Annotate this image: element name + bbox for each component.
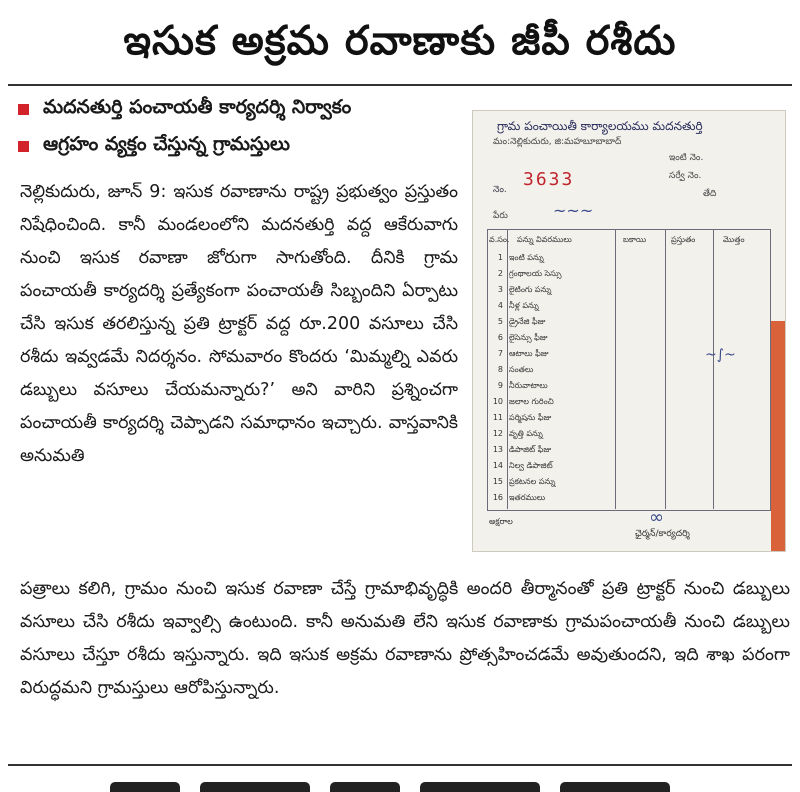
- table-column-line: [713, 229, 714, 509]
- row-number: 4: [497, 301, 503, 310]
- receipt-row: [489, 349, 589, 360]
- row-label: డిపాజిట్ ఫీజు: [509, 445, 552, 454]
- table-header: మొత్తం: [723, 235, 745, 244]
- row-label: ఆటాలు ఫీజు: [509, 349, 549, 358]
- table-column-line: [615, 229, 616, 509]
- row-number: 7: [497, 349, 503, 358]
- receipt-row: [489, 445, 589, 456]
- row-label: జలాల గురించి: [509, 397, 554, 406]
- signature-scribble: ~∫~: [705, 347, 736, 363]
- receipt-table: [487, 229, 772, 541]
- receipt-row: [489, 301, 589, 312]
- row-number: 9: [497, 381, 503, 390]
- subheadline-item: [18, 133, 468, 160]
- row-label: ఇంటి పన్ను: [509, 253, 544, 262]
- row-number: 2: [497, 269, 503, 278]
- receipt-photo: [472, 110, 786, 552]
- row-number: 8: [497, 365, 503, 374]
- next-headline-cropped: [110, 772, 690, 792]
- row-label: డ్రైనేజి ఫీజు: [509, 317, 546, 326]
- row-label: నిల్వ డిపాజిట్: [509, 461, 553, 470]
- row-number: 10: [492, 397, 503, 406]
- row-number: 3: [497, 285, 503, 294]
- row-label: ఇతరములు: [509, 493, 546, 502]
- subheadline-text: మదనతుర్తి పంచాయతీ కార్యదర్శి నిర్వాకం: [43, 96, 352, 118]
- row-number: 13: [492, 445, 503, 454]
- receipt-row: [489, 461, 589, 472]
- receipt-number-label: నెం.: [493, 185, 507, 195]
- receipt-row: [489, 253, 589, 264]
- row-label: సంతలు: [509, 365, 534, 374]
- table-header: ప్రస్తుతం: [671, 235, 696, 244]
- receipt-village: మం:నెల్లికుదురు, జి:మహబూబాబాద్: [493, 137, 622, 147]
- bottom-rule: [8, 764, 792, 766]
- bullet-square-icon: [18, 104, 29, 115]
- receipt-title: గ్రామ పంచాయితీ కార్యాలయము మదనతుర్తి: [497, 119, 703, 133]
- receipt-row: [489, 285, 589, 296]
- receipt-number: 3633: [523, 169, 575, 190]
- row-number: 1: [497, 253, 503, 262]
- receipt-sign-label: ఛైర్మన్/కార్యదర్శి: [635, 529, 690, 539]
- table-header: బకాయి: [623, 235, 647, 244]
- receipt-row: [489, 333, 589, 344]
- receipt-payer-label: పేరు: [493, 211, 508, 221]
- signature-stamp: ∞: [649, 507, 664, 528]
- row-label: ప్రకటనల పన్ను: [509, 477, 556, 486]
- article-body-bottom: పత్రాలు కలిగి, గ్రామం నుంచి ఇసుక రవాణా చేస్తే గ్రామాభివృద్ధికి అందరి తీర్మానంతో ప్రతి ట్రాక్టర్ నుంచి డబ్బులు వసూలు చేసి రశీదు ఇవ్వాల్సి ఉంటుంది. కానీ అనుమతి లేని ఇసుక రవాణాకు గ్రామపంచాయతీ నుంచి డబ్బులు వసూలు చేస్తూ రశీదు ఇస్తున్నారు. ఇది ఇసుక అక్రమ రవాణాను ప్రోత్సహించడమే అవుతుందని, ఇది శాఖ పరంగా విరుద్ధమని గ్రామస్తులు ఆరోపిస్తున్నారు.: [20, 579, 790, 698]
- receipt-row: [489, 317, 589, 328]
- receipt-row: [489, 365, 589, 376]
- subheadline-list: [18, 96, 468, 170]
- row-label: నీళ్ల పన్ను: [509, 301, 539, 310]
- headline: ఇసుక అక్రమ రవాణాకు జీపీ రశీదు: [123, 18, 677, 64]
- subheadline-item: [18, 96, 468, 123]
- total-label: అక్షరాల: [489, 517, 513, 526]
- receipt-edge: [771, 321, 785, 551]
- receipt-row: [489, 413, 589, 424]
- receipt-row: [489, 381, 589, 392]
- bullet-square-icon: [18, 141, 29, 152]
- row-number: 12: [492, 429, 503, 438]
- receipt-row: [489, 397, 589, 408]
- receipt-field: ఇంటి నెం.: [669, 153, 704, 163]
- table-header: వ.సం.: [489, 235, 510, 244]
- subheadline-text: ఆగ్రహం వ్యక్తం చేస్తున్న గ్రామస్తులు: [43, 133, 290, 155]
- row-label: పర్మిషను ఫీజు: [509, 413, 552, 422]
- row-number: 11: [492, 413, 503, 422]
- handwriting-scribble: ~~~: [553, 201, 594, 220]
- headline-rule: [8, 84, 792, 86]
- row-label: లైసెన్సు ఫీజు: [509, 333, 548, 342]
- table-header: పన్ను వివరములు: [517, 235, 572, 244]
- receipt-row: [489, 429, 589, 440]
- row-number: 15: [492, 477, 503, 486]
- table-column-line: [665, 229, 666, 509]
- receipt-row: [489, 477, 589, 488]
- row-number: 6: [497, 333, 503, 342]
- row-label: వృత్తి పన్ను: [509, 429, 543, 438]
- receipt-row: [489, 493, 589, 504]
- receipt-field: తేది: [703, 189, 717, 199]
- row-label: గ్రంథాలయ సెస్సు: [509, 269, 562, 278]
- receipt-field: సర్వే నెం.: [669, 171, 702, 181]
- row-label: లైటింగు పన్ను: [509, 285, 552, 294]
- row-number: 14: [492, 461, 503, 470]
- receipt-row: [489, 269, 589, 280]
- article-body-top: నెల్లికుదురు, జూన్ 9: ఇసుక రవాణాను రాష్ట్ర ప్రభుత్వం ప్రస్తుతం నిషేధించింది. కానీ మండలంలోని మదనతుర్తి వద్ద ఆకేరువాగు నుంచి ఇసుక రవాణా జోరుగా సాగుతోంది. దీనికి గ్రామ పంచాయతీ కార్యదర్శి ప్రత్యేకంగా పంచాయతీ సిబ్బందిని ఏర్పాటు చేసి ఇసుక తరలిస్తున్న ప్రతి ట్రాక్టర్ వద్ద రూ.200 వసూలు చేసి రశీదు ఇవ్వడమే నిదర్శనం. సోమవారం కొందరు ‘మిమ్మల్ని ఎవరు డబ్బులు వసూలు చేయమన్నారు?’ అని వారిని ప్రశ్నించగా పంచాయతీ కార్యదర్శి చెప్పాడని సమాధానం ఇచ్చారు. వాస్తవానికి అనుమతి: [20, 182, 458, 466]
- row-number: 16: [492, 493, 503, 502]
- row-number: 5: [497, 317, 503, 326]
- row-label: నీరువాటాలు: [509, 381, 548, 390]
